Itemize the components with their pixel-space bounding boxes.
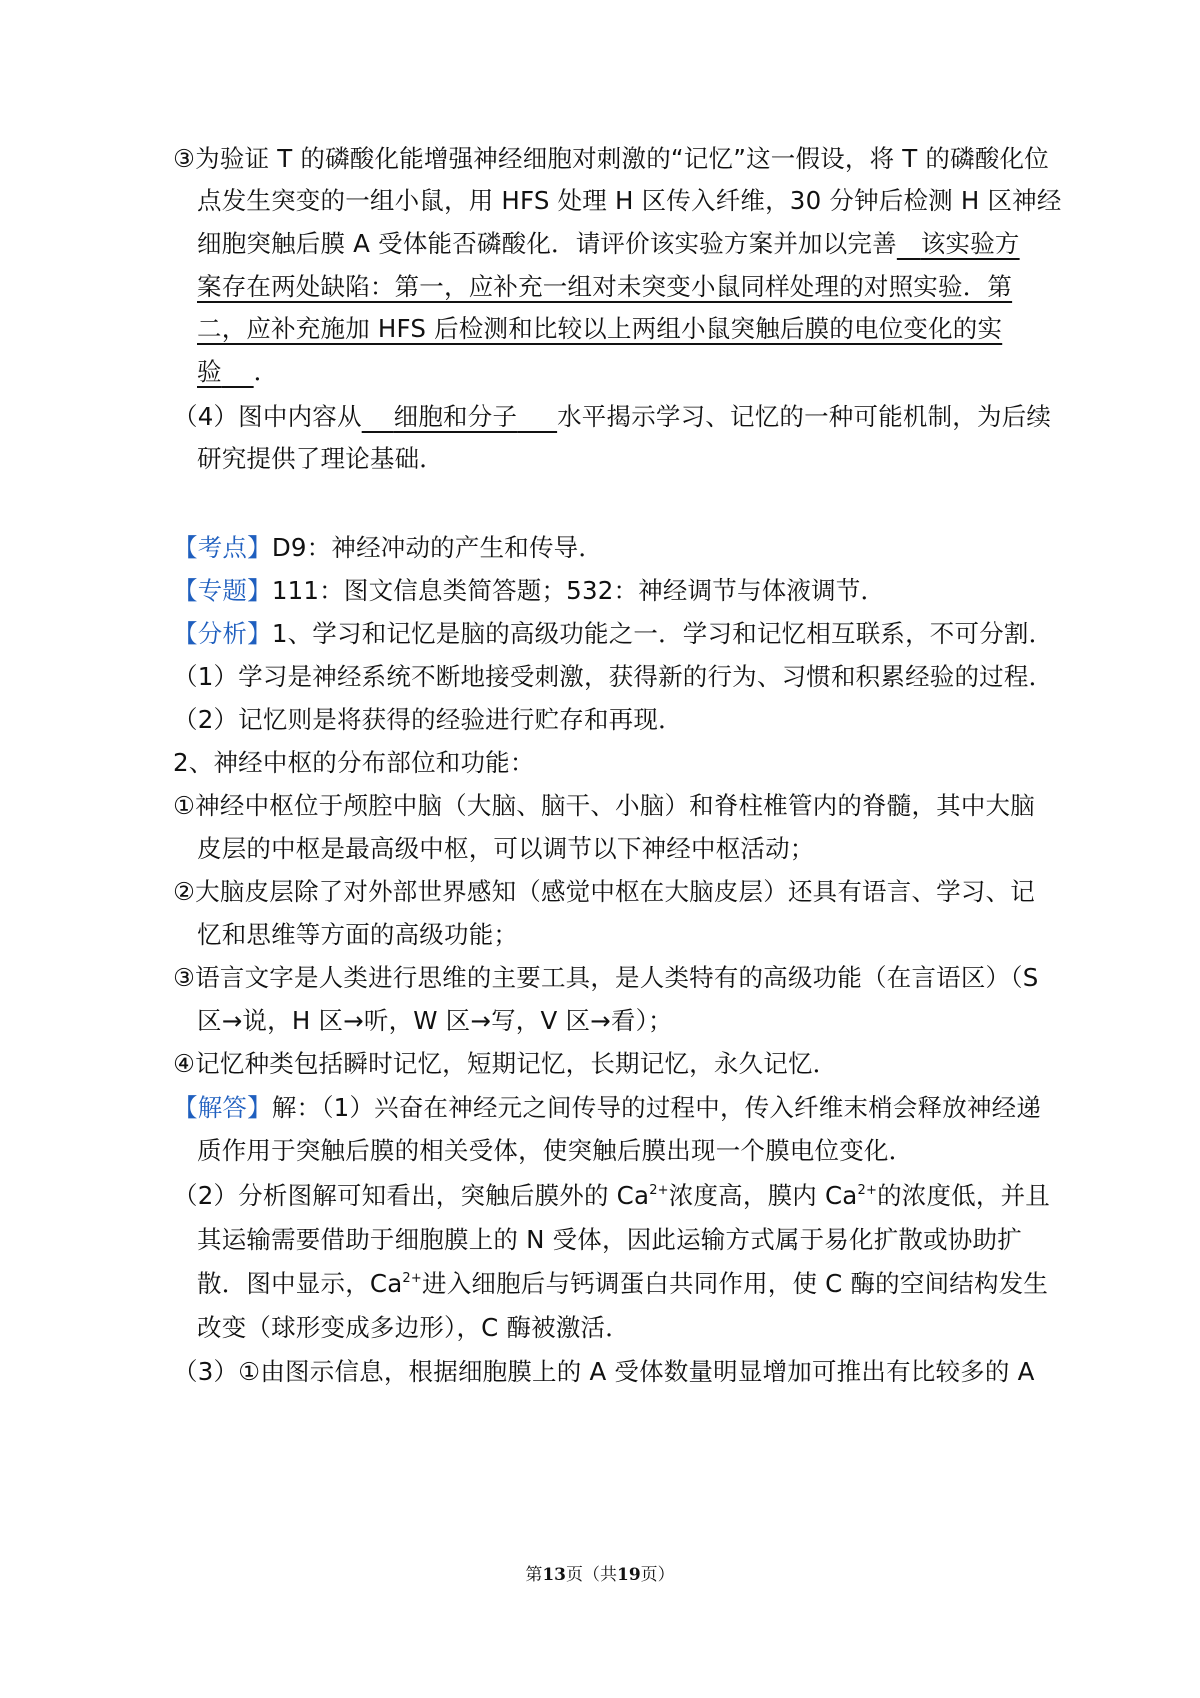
q3-item3-period: ． (253, 357, 279, 386)
q3-item3-answer-part4: 验 (197, 357, 222, 386)
jieda-line5-part1: 散．图中显示，Ca (197, 1269, 403, 1298)
footer-pre: 第 (525, 1565, 543, 1585)
q4-line2: 研究提供了理论基础． (197, 444, 444, 473)
jieda-line5 (197, 1268, 1048, 1300)
kaodian-text: D9：神经冲动的产生和传导． (271, 533, 604, 562)
q4-prefix: （4）图中内容从 (173, 402, 362, 431)
jieda-line7: （3）①由图示信息，根据细胞膜上的 A 受体数量明显增加可推出有比较多的 A (173, 1357, 1035, 1386)
q3-item3-answer-part3: 二，应补充施加 HFS 后检测和比较以上两组小鼠突触后膜的电位变化的实 (197, 314, 1003, 343)
jieda-line3 (173, 1180, 1050, 1212)
ca-superscript: 2+ (402, 1271, 422, 1286)
zhuanti-tag: 【专题】 (173, 576, 272, 605)
footer-mid: 页（共 (566, 1565, 617, 1585)
fenxi-line1 (173, 618, 1053, 650)
jieda-tag: 【解答】 (173, 1093, 272, 1122)
fenxi-text1: 1、学习和记忆是脑的高级功能之一．学习和记忆相互联系，不可分割． (271, 619, 1054, 648)
fenxi-tag: 【分析】 (173, 619, 272, 648)
kaodian-line (173, 532, 603, 564)
q3-item3-line6 (197, 356, 278, 388)
q4-suffix: 水平揭示学习、记忆的一种可能机制，为后续 (557, 402, 1052, 431)
kaodian-tag: 【考点】 (173, 533, 272, 562)
jieda-line3-part1: （2）分析图解可知看出，突触后膜外的 Ca (173, 1181, 650, 1210)
jieda-line6: 改变（球形变成多边形），C 酶被激活． (197, 1313, 630, 1342)
fenxi-line6: 皮层的中枢是最高级中枢，可以调节以下神经中枢活动； (197, 834, 815, 863)
q4-answer: 细胞和分子 (393, 402, 518, 431)
q4-line1 (173, 401, 1051, 433)
jieda-line3-part2: 浓度高，膜内 Ca (668, 1181, 858, 1210)
ca-superscript: 2+ (857, 1183, 878, 1198)
page-footer (0, 1563, 1200, 1587)
q3-item3-answer-part2: 案存在两处缺陷：第一，应补充一组对未突变小鼠同样处理的对照实验．第 (197, 272, 1013, 301)
ca-superscript: 2+ (649, 1183, 669, 1198)
page-number: 13 (542, 1565, 566, 1585)
fenxi-line9: ③语言文字是人类进行思维的主要工具，是人类特有的高级功能（在言语区）（S (173, 963, 1039, 992)
jieda-line1 (173, 1092, 1041, 1124)
jieda-text1: 解：（1）兴奋在神经元之间传导的过程中，传入纤维末梢会释放神经递 (271, 1093, 1042, 1122)
fenxi-line3: （2）记忆则是将获得的经验进行贮存和再现． (173, 705, 683, 734)
q3-item3-line2: 点发生突变的一组小鼠，用 HFS 处理 H 区传入纤维，30 分钟后检测 H 区神经 (197, 186, 1062, 215)
footer-post: 页） (640, 1565, 675, 1585)
jieda-line2: 质作用于突触后膜的相关受体，使突触后膜出现一个膜电位变化． (197, 1136, 914, 1165)
q3-item3-line3 (197, 228, 1020, 260)
fenxi-line4: 2、神经中枢的分布部位和功能： (173, 748, 535, 777)
fenxi-line10: 区→说，H 区→听，W 区→写，V 区→看）； (197, 1006, 673, 1035)
jieda-line5-part2: 进入细胞后与钙调蛋白共同作用，使 C 酶的空间结构发生 (422, 1269, 1049, 1298)
jieda-line4: 其运输需要借助于细胞膜上的 N 受体，因此运输方式属于易化扩散或协助扩 (197, 1225, 1022, 1254)
fenxi-line7: ②大脑皮层除了对外部世界感知（感觉中枢在大脑皮层）还具有语言、学习、记 (173, 877, 1035, 906)
fenxi-line11: ④记忆种类包括瞬时记忆，短期记忆，长期记忆，永久记忆． (173, 1049, 838, 1078)
zhuanti-text: 111：图文信息类简答题；532：神经调节与体液调节． (271, 576, 886, 605)
q3-item3-line3-text: 细胞突触后膜 A 受体能否磷酸化．请评价该实验方案并加以完善 (197, 229, 897, 258)
total-pages: 19 (617, 1565, 641, 1585)
fenxi-line5: ①神经中枢位于颅腔中脑（大脑、脑干、小脑）和脊柱椎管内的脊髓，其中大脑 (173, 791, 1035, 820)
q3-item3-line1: ③为验证 T 的磷酸化能增强神经细胞对刺激的“记忆”这一假设，将 T 的磷酸化位 (173, 144, 1049, 173)
q3-item3-answer-part1: 该实验方 (920, 229, 1020, 258)
jieda-line3-part3: 的浓度低，并且 (877, 1181, 1050, 1210)
zhuanti-line (173, 575, 885, 607)
fenxi-line2: （1）学习是神经系统不断地接受刺激，获得新的行为、习惯和积累经验的过程． (173, 662, 1054, 691)
fenxi-line8: 忆和思维等方面的高级功能； (197, 920, 519, 949)
